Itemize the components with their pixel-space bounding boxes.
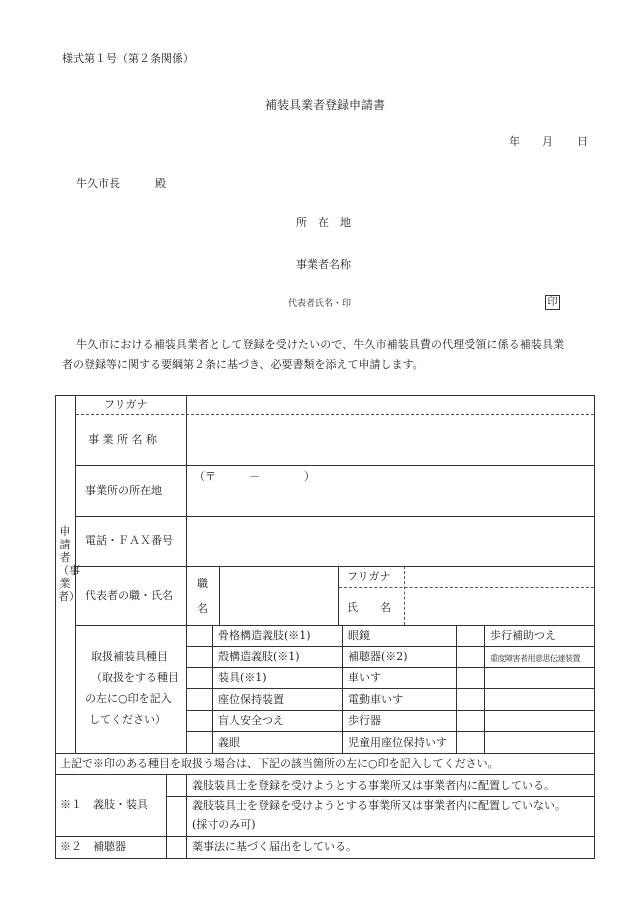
category-orthosis: 装具(※1) xyxy=(218,671,267,684)
date-year: 年 xyxy=(509,135,520,148)
office-name-label: 事 業 所 名 称 xyxy=(88,433,157,446)
category-wheelchair: 車いす xyxy=(348,671,381,684)
category-walking-cane: 歩行補助つえ xyxy=(490,629,556,642)
note-instruction: 上記で※印のある種目を取扱う場合は、下記の該当箇所の左に○印を記入してください。 xyxy=(60,757,499,770)
category-electric-wheelchair: 電動車いす xyxy=(348,693,403,706)
category-communication-device: 重度障害者用意思伝達装置 xyxy=(490,654,580,663)
note1-option-b-sub: (採寸のみ可) xyxy=(192,818,256,831)
category-skeletal-prosthesis: 骨格構造義肢(※1) xyxy=(218,629,311,642)
body-text-line2: 者の登録等に関する要綱第２条に基づき、必要書類を添えて申請します。 xyxy=(62,358,424,371)
category-label-2: （取扱をする種目 xyxy=(91,671,179,684)
seal-mark: 印 xyxy=(545,295,560,310)
category-artificial-eye: 義眼 xyxy=(218,736,240,749)
applicant-side-label: 申請者（事業者） xyxy=(58,525,80,603)
job-title-label-2: 名 xyxy=(197,602,208,615)
category-eyeglasses: 眼鏡 xyxy=(348,629,370,642)
phone-fax-label: 電話・ＦＡＸ番号 xyxy=(85,534,173,547)
postal-code-field: （〒 － ） xyxy=(194,470,315,483)
addressee-name: 牛久市長 xyxy=(76,177,120,190)
representative-title-name-label: 代表者の職・氏名 xyxy=(85,589,173,602)
job-title-label-1: 職 xyxy=(197,577,208,590)
category-label-3: の左に○印を記入 xyxy=(85,692,172,705)
body-text-line1: 牛久市における補装具業者として登録を受けたいので、牛久市補装具費の代理受領に係る補装具業 xyxy=(76,338,565,351)
category-label-4: してください） xyxy=(89,713,166,726)
category-walker: 歩行器 xyxy=(348,714,381,727)
category-hearing-aid: 補聴器(※2) xyxy=(348,650,408,663)
category-label-1: 取扱補装具種目 xyxy=(91,650,168,663)
note1-label: ※１ 義肢・装具 xyxy=(60,798,148,811)
representative-name-seal-label: 代表者氏名・印 xyxy=(288,299,352,309)
addressee-honorific: 殿 xyxy=(155,177,166,190)
representative-name-label: 氏 名 xyxy=(347,601,391,614)
category-shell-prosthesis: 殻構造義肢(※1) xyxy=(218,650,300,663)
applicant-address-label: 所 在 地 xyxy=(296,216,351,229)
date-day: 日 xyxy=(577,135,588,148)
office-address-label: 事業所の所在地 xyxy=(85,484,162,497)
note2-option: 薬事法に基づく届出をしている。 xyxy=(192,840,357,853)
note1-option-b: 義肢装具士を登録を受けようとする事業所又は事業者内に配置していない。 xyxy=(192,799,566,812)
category-seating-device: 座位保持装置 xyxy=(218,693,284,706)
document-title: 補装具業者登録申請書 xyxy=(265,98,386,112)
form-number: 様式第１号（第２条関係） xyxy=(62,52,194,65)
applicant-business-name-label: 事業者名称 xyxy=(296,258,351,271)
note1-option-a: 義肢装具士を登録を受けようとする事業所又は事業者内に配置している。 xyxy=(192,779,555,792)
representative-furigana-label: フリガナ xyxy=(347,570,391,583)
category-child-seat: 児童用座位保持いす xyxy=(348,736,447,749)
category-white-cane: 盲人安全つえ xyxy=(218,714,284,727)
note2-label: ※２ 補聴器 xyxy=(60,840,126,853)
date-month: 月 xyxy=(542,135,553,148)
furigana-label: フリガナ xyxy=(104,398,148,411)
